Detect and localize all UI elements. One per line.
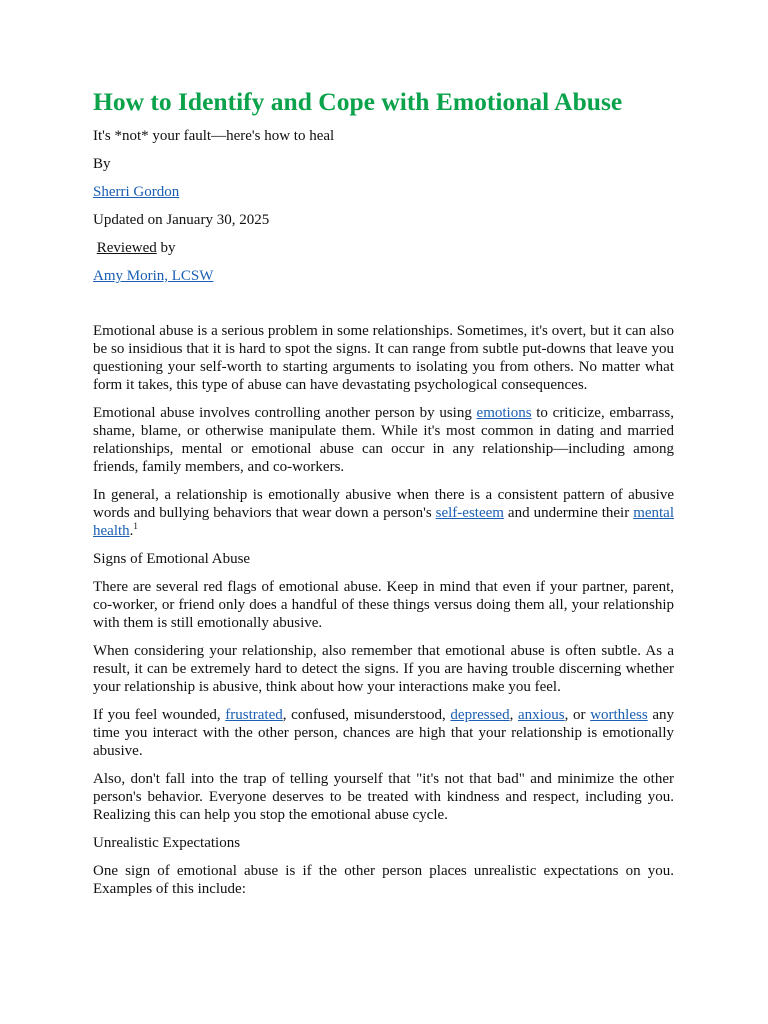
- reviewed-line: [93, 239, 674, 257]
- paragraph-text: any time you interact with the other person, chances are high that your relationship is emotionally abusive.: [93, 707, 674, 759]
- paragraph-text: Signs of Emotional Abuse: [93, 551, 251, 567]
- author-line: [93, 183, 674, 201]
- paragraph-text: Also, don't fall into the trap of telling yourself that "it's not that bad" and minimize the other person's behavior. Everyone deserves to be treated with kindness and respect, including you. Realizing this can help you stop the emotional abuse cycle.: [93, 771, 674, 823]
- section-heading: [93, 550, 674, 568]
- paragraph-text: ,: [509, 707, 518, 723]
- paragraph-text: , or: [564, 707, 591, 723]
- paragraph-text: In general, a relationship is emotionally abusive when there is a consistent pattern of abusive words and bullying behaviors that wear down a person's: [93, 487, 674, 521]
- article-title: How to Identify and Cope with Emotional Abuse: [93, 87, 623, 116]
- paragraph-text: , confused, misunderstood,: [282, 707, 451, 723]
- body-paragraph: [93, 578, 674, 632]
- paragraph-text: Emotional abuse is a serious problem in some relationships. Sometimes, it's overt, but it can also be so insidious that it is hard to spot the signs. It can range from subtle put-downs that leave you questioning your self-worth to starting arguments to isolating you from others. No matter what form it takes, this type of abuse can have devastating psychological consequences.: [93, 323, 674, 393]
- body-paragraph: [93, 322, 674, 394]
- paragraph-text: There are several red flags of emotional abuse. Keep in mind that even if your partner, parent, co-worker, or friend only does a handful of these things versus doing them all, your relationship with them is still emotionally abusive.: [93, 579, 674, 631]
- depressed-link[interactable]: depressed: [450, 707, 510, 723]
- article: [93, 86, 674, 908]
- mental-health-link[interactable]: mental health: [93, 505, 675, 539]
- paragraph-text: Emotional abuse involves controlling another person by using: [93, 405, 477, 421]
- reviewer-link[interactable]: Amy Morin, LCSW: [93, 268, 214, 284]
- paragraph-text: to criticize, embarrass, shame, blame, or otherwise manipulate them. While it's most common in dating and married relationships, mental or emotional abuse can occur in any relationship—including among friends, family members, and co-workers.: [93, 405, 674, 475]
- paragraph-text: If you feel wounded,: [93, 707, 226, 723]
- paragraph-text: and undermine their: [503, 505, 634, 521]
- paragraph-text: Unrealistic Expectations: [93, 835, 241, 851]
- updated-date: Updated on January 30, 2025: [93, 212, 270, 228]
- body-paragraph: [93, 706, 674, 760]
- byline-label: By: [93, 156, 111, 172]
- article-subtitle: It's *not* your fault—here's how to heal: [93, 128, 335, 144]
- body-paragraph: [93, 770, 674, 824]
- reviewed-label[interactable]: Reviewed: [96, 240, 157, 256]
- paragraph-text: One sign of emotional abuse is if the other person places unrealistic expectations on you. Examples of this include:: [93, 863, 674, 897]
- body-paragraph: [93, 642, 674, 696]
- paragraph-text: .: [129, 523, 134, 539]
- paragraph-text: When considering your relationship, also remember that emotional abuse is often subtle. As a result, it can be extremely hard to detect the signs. If you are having trouble discerning whether your relationship is abusive, think about how your interactions make you feel.: [93, 643, 674, 695]
- section-heading: [93, 834, 674, 852]
- author-link[interactable]: Sherri Gordon: [93, 184, 180, 200]
- frustrated-link[interactable]: frustrated: [225, 707, 283, 723]
- citation-marker[interactable]: 1: [133, 521, 138, 531]
- body-paragraph: [93, 486, 674, 540]
- worthless-link[interactable]: worthless: [590, 707, 648, 723]
- article-body: [93, 322, 674, 898]
- self-esteem-link[interactable]: self-esteem: [435, 505, 504, 521]
- body-paragraph: [93, 404, 674, 476]
- emotions-link[interactable]: emotions: [476, 405, 532, 421]
- reviewed-by-text: by: [156, 240, 176, 256]
- reviewer-line: [93, 267, 674, 285]
- body-paragraph: [93, 862, 674, 898]
- anxious-link[interactable]: anxious: [517, 707, 565, 723]
